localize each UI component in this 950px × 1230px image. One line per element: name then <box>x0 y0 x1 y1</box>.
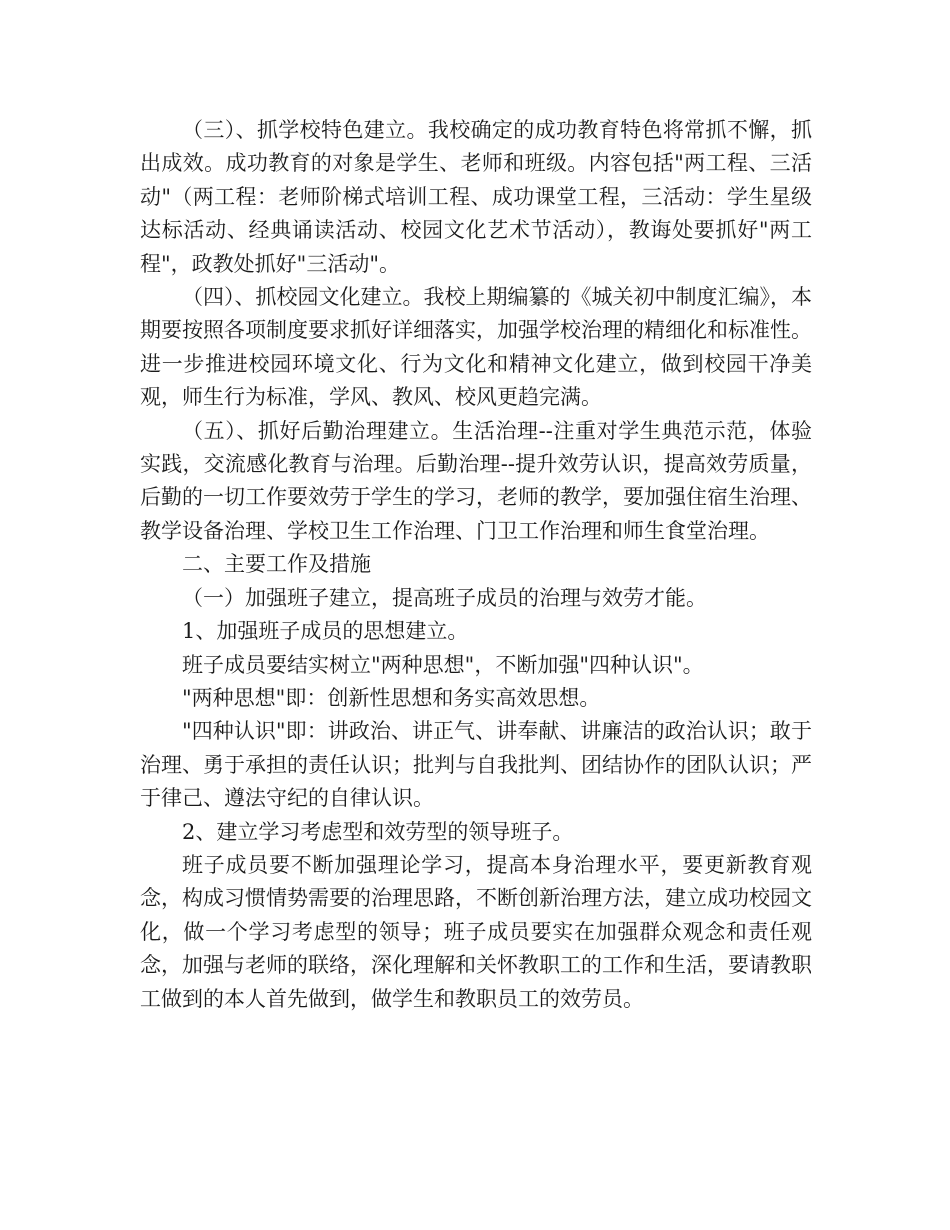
document-page <box>140 114 812 1016</box>
paragraph-two-thoughts-four-awareness: 班子成员要结实树立"两种思想"，不断加强"四种认识"。 <box>182 652 704 677</box>
section-heading-main-work: 二、主要工作及措施 <box>182 552 371 577</box>
item-heading-ideology: 1、加强班子成员的思想建立。 <box>182 619 469 644</box>
item-heading-learning-team: 2、建立学习考虑型和效劳型的领导班子。 <box>182 819 574 844</box>
subheading-team-building: （一）加强班子建立，提高班子成员的治理与效劳才能。 <box>182 585 707 610</box>
paragraph-campus-culture: （四）、抓校园文化建立。我校上期编纂的《城关初中制度汇编》，本期要按照各项制度要求抓好详细落实，加强学校治理的精细化和标准性。进一步推进校园环境文化、行为文化和精神文化建立，做到校园干净美观，师生行为标准，学风、教风、校风更趋完满。 <box>140 285 812 410</box>
paragraph-four-awareness: "四种认识"即：讲政治、讲正气、讲奉献、讲廉洁的政治认识；敢于治理、勇于承担的责任认识；批判与自我批判、团结协作的团队认识；严于律己、遵法守纪的自律认识。 <box>140 719 812 811</box>
paragraph-two-thoughts: "两种思想"即：创新性思想和务实高效思想。 <box>182 685 601 710</box>
paragraph-logistics: （五）、抓好后勤治理建立。生活治理--注重对学生典范示范，体验实践，交流感化教育与治理。后勤治理--提升效劳认识，提高效劳质量，后勤的一切工作要效劳于学生的学习，老师的教学，要加强住宿生治理、教学设备治理、学校卫生工作治理、门卫工作治理和师生食堂治理。 <box>140 418 812 543</box>
paragraph-school-feature: （三）、抓学校特色建立。我校确定的成功教育特色将常抓不懈，抓出成效。成功教育的对象是学生、老师和班级。内容包括"两工程、三活动"（两工程：老师阶梯式培训工程、成功课堂工程，三活动：学生星级达标活动、经典诵读活动、校园文化艺术节活动），教诲处要抓好"两工程"，政教处抓好"三活动"。 <box>140 118 812 276</box>
paragraph-learning-team: 班子成员要不断加强理论学习，提高本身治理水平，要更新教育观念，构成习惯情势需要的治理思路，不断创新治理方法，建立成功校园文化，做一个学习考虑型的领导；班子成员要实在加强群众观念和责任观念，加强与老师的联络，深化理解和关怀教职工的工作和生活，要请教职工做到的本人首先做到，做学生和教职员工的效劳员。 <box>140 852 812 1011</box>
